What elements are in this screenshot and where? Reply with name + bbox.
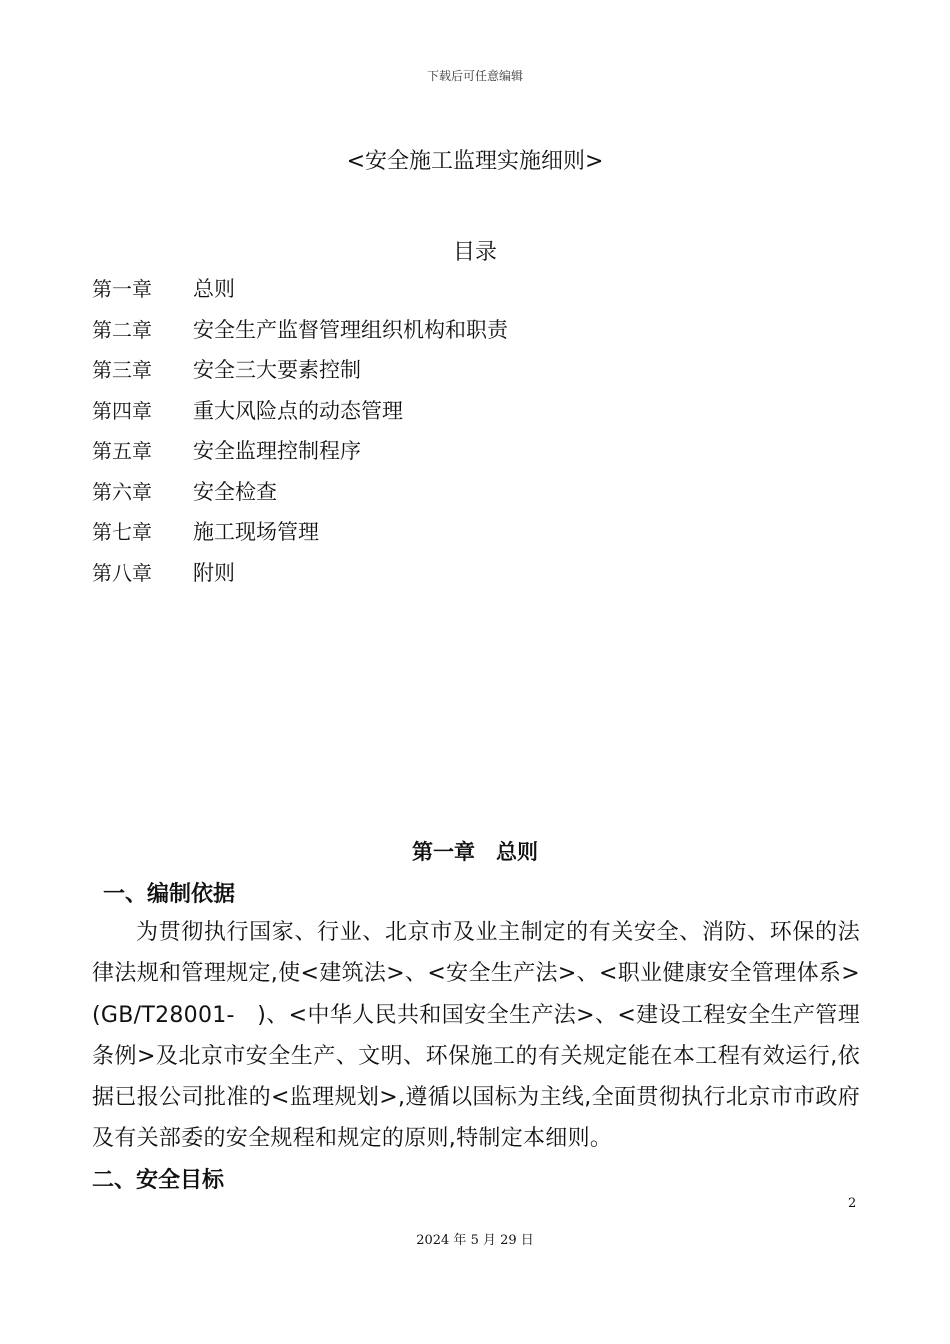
toc-chapter-number: 第五章 xyxy=(92,439,152,463)
header-note: 下载后可任意编辑 xyxy=(426,69,523,83)
toc-chapter-number: 第一章 xyxy=(92,277,152,301)
toc-chapter-number: 第四章 xyxy=(92,398,152,423)
toc-chapter-number: 第二章 xyxy=(92,317,152,342)
body-paragraph: 为贯彻执行国家、行业、北京市及业主制定的有关安全、消防、环保的法律法规和管理规定,使<建筑法>、<安全生产法>、<职业健康安全管理体系>(GB/T28001- )、<中华人民共和国安全生产法>、<建设工程安全生产管理条例>及北京市安全生产、文明、环保施工的有关规定能在本工程有效运行,依据已报公司批准的<监理规划>,遵循以国标为主线,全面贯彻执行北京市市政府及有关部委的安全规程和规定的原则,特制定本细则。 xyxy=(92,920,860,1152)
toc-item[interactable] xyxy=(92,272,508,313)
toc-chapter-name: 施工现场管理 xyxy=(193,520,319,544)
table-of-contents xyxy=(92,272,508,596)
toc-chapter-number: 第八章 xyxy=(92,560,152,585)
toc-chapter-number: 第三章 xyxy=(92,358,152,382)
toc-item[interactable] xyxy=(92,353,508,394)
document-title: <安全施工监理实施细则> xyxy=(346,149,604,174)
toc-chapter-name: 附则 xyxy=(193,560,235,585)
toc-item[interactable] xyxy=(92,313,508,354)
toc-chapter-number: 第七章 xyxy=(92,520,152,544)
page-number: 2 xyxy=(848,1196,857,1211)
section-heading: 二、安全目标 xyxy=(92,1168,225,1193)
toc-chapter-number: 第六章 xyxy=(92,479,152,504)
footer-date: 2024 年 5 月 29 日 xyxy=(416,1233,534,1248)
section-heading: 一、编制依据 xyxy=(103,882,236,907)
toc-item[interactable] xyxy=(92,515,508,556)
toc-chapter-name: 安全检查 xyxy=(193,479,277,504)
toc-chapter-name: 安全监理控制程序 xyxy=(193,439,361,463)
toc-item[interactable] xyxy=(92,475,508,516)
toc-heading: 目录 xyxy=(452,240,497,265)
chapter-title: 第一章 总则 xyxy=(412,840,538,864)
toc-chapter-name: 安全三大要素控制 xyxy=(193,358,361,382)
toc-chapter-name: 重大风险点的动态管理 xyxy=(193,398,403,423)
toc-item[interactable] xyxy=(92,556,508,597)
toc-item[interactable] xyxy=(92,394,508,435)
toc-item[interactable] xyxy=(92,434,508,475)
toc-chapter-name: 总则 xyxy=(193,277,235,301)
toc-chapter-name: 安全生产监督管理组织机构和职责 xyxy=(193,317,508,342)
